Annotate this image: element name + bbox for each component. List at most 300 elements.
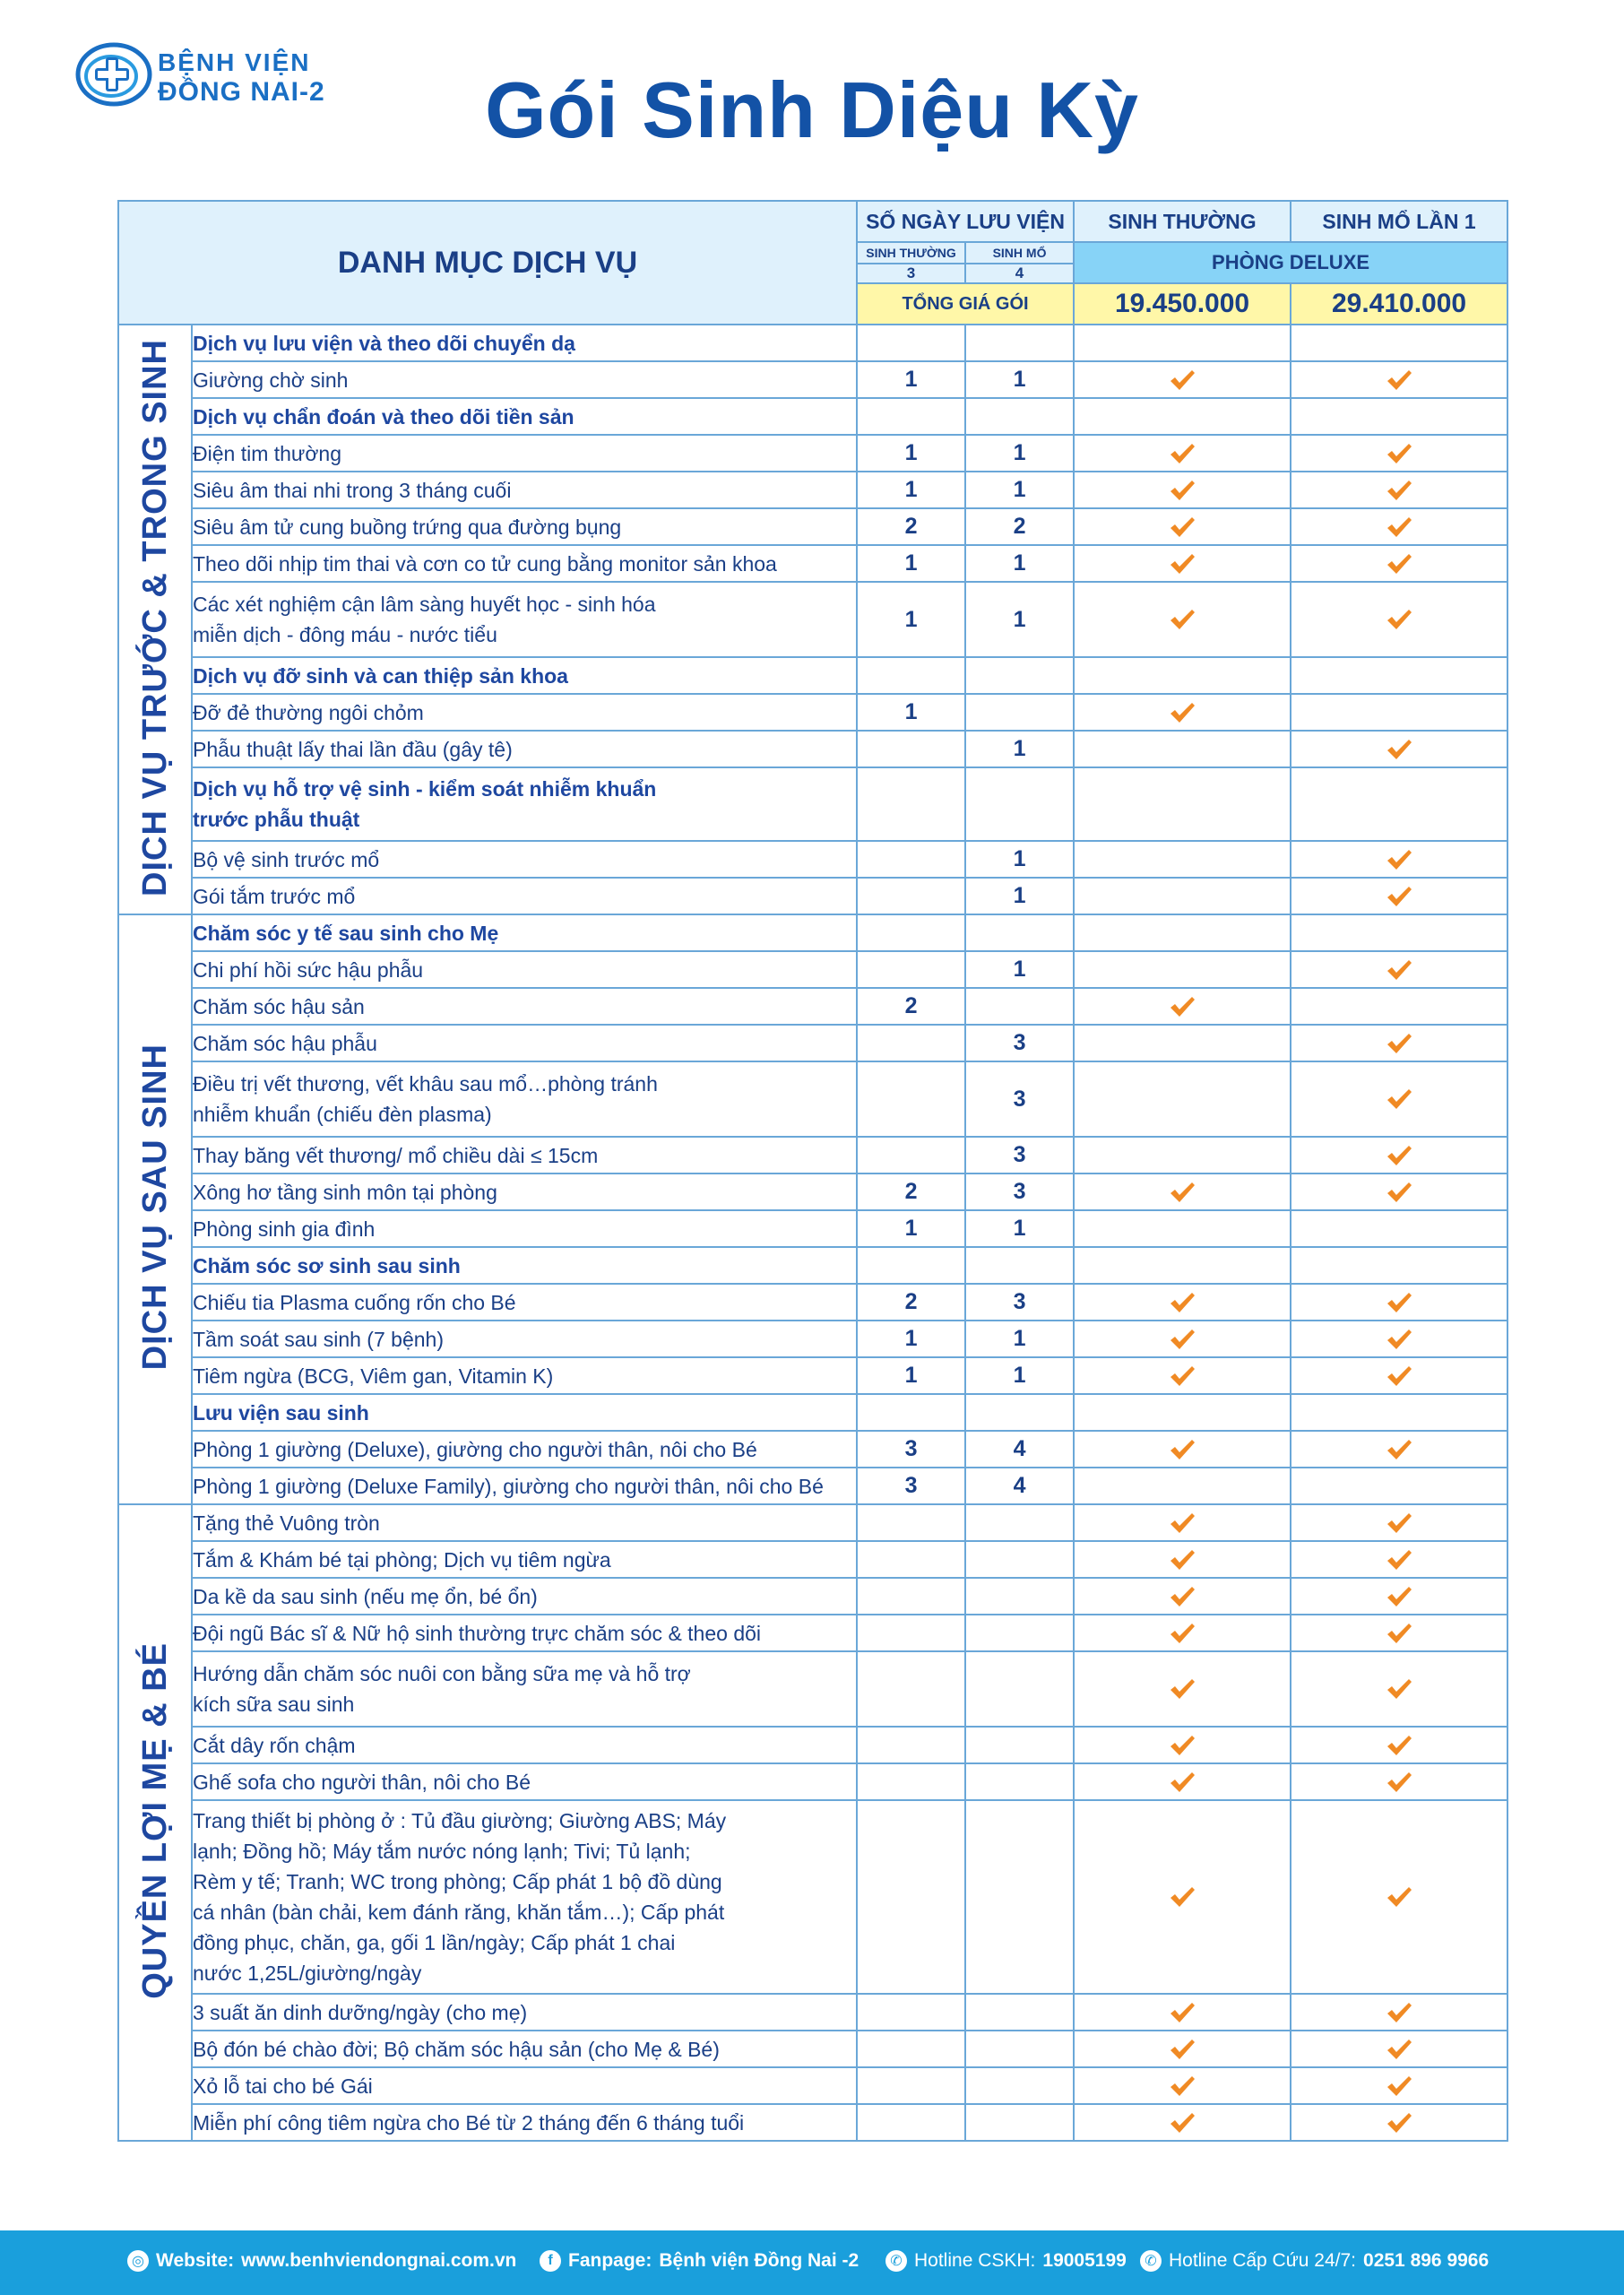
days-csection-cell: 1 [965,545,1074,582]
check-icon [1386,2074,1412,2098]
check-icon [1386,1734,1412,1757]
days-normal-cell [857,951,965,988]
csection-cell [1291,1247,1507,1284]
table-row [118,1025,1507,1061]
days-csection-cell [965,988,1074,1025]
footer [0,2230,1624,2295]
days-csection-value: 4 [965,264,1074,283]
csection-cell [1291,1800,1507,1994]
days-normal-cell [857,1061,965,1137]
days-normal-cell [857,1025,965,1061]
csection-cell [1291,1578,1507,1615]
days-normal-cell [857,1763,965,1800]
service-item: Tiêm ngừa (BCG, Viêm gan, Vitamin K) [192,1357,857,1394]
table-row [118,1651,1507,1727]
normal-birth-cell [1074,1504,1291,1541]
table-row [118,988,1507,1025]
service-item: Đỡ đẻ thường ngôi chỏm [192,694,857,731]
check-icon [1386,1585,1412,1608]
days-csection-cell: 1 [965,472,1074,508]
normal-birth-cell [1074,582,1291,657]
check-icon [1169,1677,1196,1701]
days-normal-cell [857,2067,965,2104]
days-csection-cell [965,398,1074,435]
check-icon [1169,2074,1196,2098]
csection-cell [1291,767,1507,841]
days-normal-cell [857,1727,965,1763]
check-icon [1169,1771,1196,1794]
category-cell [118,1504,192,2141]
hotline-label: Hotline CSKH: [914,2250,1036,2271]
header-row-1 [118,201,1507,242]
check-icon [1386,368,1412,392]
days-normal-cell [857,657,965,694]
globe-icon: ◎ [127,2250,149,2272]
normal-birth-cell [1074,508,1291,545]
table-row [118,582,1507,657]
days-normal-cell: 1 [857,1210,965,1247]
days-normal-cell [857,1578,965,1615]
service-item: Giường chờ sinh [192,361,857,398]
section-title: Chăm sóc sơ sinh sau sinh [192,1247,857,1284]
csection-cell [1291,1284,1507,1321]
days-normal-cell: 1 [857,545,965,582]
days-csection-cell: 2 [965,508,1074,545]
normal-birth-cell [1074,1541,1291,1578]
check-icon [1386,1087,1412,1111]
check-icon [1169,608,1196,631]
normal-birth-cell [1074,325,1291,361]
days-csection-cell: 1 [965,1210,1074,1247]
normal-birth-cell [1074,1025,1291,1061]
service-item: Miễn phí công tiêm ngừa cho Bé từ 2 tháng đến 6 tháng tuổi [192,2104,857,2141]
check-icon [1386,1438,1412,1461]
normal-birth-cell [1074,1615,1291,1651]
csection-cell [1291,1431,1507,1468]
days-normal-cell [857,914,965,951]
check-icon [1386,515,1412,539]
section-row [118,1394,1507,1431]
hotline-number[interactable]: 19005199 [1042,2250,1127,2271]
check-icon [1386,608,1412,631]
service-item: Bộ vệ sinh trước mổ [192,841,857,878]
csection-cell [1291,435,1507,472]
normal-birth-cell [1074,1061,1291,1137]
days-csection-cell: 1 [965,841,1074,878]
check-icon [1169,1364,1196,1388]
footer-fanpage[interactable] [540,2250,859,2272]
table-row [118,878,1507,914]
price-csection: 29.410.000 [1291,283,1507,325]
service-item: Phòng 1 giường (Deluxe), giường cho người thân, nôi cho Bé [192,1431,857,1468]
service-item: Ghế sofa cho người thân, nôi cho Bé [192,1763,857,1800]
service-item: Chăm sóc hậu sản [192,988,857,1025]
service-table [117,200,1508,2142]
service-item: Phòng sinh gia đình [192,1210,857,1247]
days-csection-cell: 3 [965,1137,1074,1173]
table-row [118,1994,1507,2031]
check-icon [1386,442,1412,465]
normal-birth-header: SINH THƯỜNG [1074,201,1291,242]
days-normal-cell [857,767,965,841]
days-normal-cell: 2 [857,988,965,1025]
table-row [118,1763,1507,1800]
days-csection-cell [965,2067,1074,2104]
footer-hotline[interactable] [885,2250,1127,2272]
days-normal-value: 3 [857,264,965,283]
normal-birth-cell [1074,694,1291,731]
service-item: Chăm sóc hậu phẫu [192,1025,857,1061]
check-icon [1386,1771,1412,1794]
table-row [118,1357,1507,1394]
check-icon [1386,1548,1412,1572]
csection-cell [1291,1763,1507,1800]
table-row [118,1321,1507,1357]
normal-birth-cell [1074,435,1291,472]
days-csection-cell [965,1541,1074,1578]
check-icon [1386,958,1412,982]
csection-cell [1291,1321,1507,1357]
service-item: Tầm soát sau sinh (7 bệnh) [192,1321,857,1357]
days-normal-sublabel: SINH THƯỜNG [857,242,965,264]
days-normal-cell [857,1541,965,1578]
days-csection-cell [965,1763,1074,1800]
normal-birth-cell [1074,1651,1291,1727]
service-item: Cắt dây rốn chậm [192,1727,857,1763]
check-icon [1386,552,1412,576]
csection-cell [1291,1173,1507,1210]
normal-birth-cell [1074,361,1291,398]
normal-birth-cell [1074,1394,1291,1431]
days-csection-cell: 3 [965,1284,1074,1321]
normal-birth-cell [1074,1137,1291,1173]
table-row [118,1727,1507,1763]
days-normal-cell [857,2104,965,2141]
csection-cell [1291,1394,1507,1431]
csection-cell [1291,2067,1507,2104]
section-row [118,1247,1507,1284]
days-normal-cell: 2 [857,1284,965,1321]
csection-cell [1291,914,1507,951]
csection-cell [1291,361,1507,398]
check-icon [1169,1291,1196,1314]
days-normal-cell: 2 [857,508,965,545]
days-csection-cell: 3 [965,1173,1074,1210]
normal-birth-cell [1074,731,1291,767]
days-normal-cell [857,1615,965,1651]
days-csection-cell [965,694,1074,731]
csection-cell [1291,1468,1507,1504]
normal-birth-cell [1074,657,1291,694]
csection-cell [1291,1061,1507,1137]
service-table-body [118,201,1507,2141]
days-normal-cell [857,1994,965,2031]
price-normal: 19.450.000 [1074,283,1291,325]
check-icon [1169,2038,1196,2061]
service-item: Bộ đón bé chào đời; Bộ chăm sóc hậu sản (cho Mẹ & Bé) [192,2031,857,2067]
csection-cell [1291,1210,1507,1247]
days-normal-cell [857,1800,965,1994]
normal-birth-cell [1074,2031,1291,2067]
days-normal-cell [857,841,965,878]
service-item: Thay băng vết thương/ mổ chiều dài ≤ 15cm [192,1137,857,1173]
check-icon [1169,1734,1196,1757]
check-icon [1386,1677,1412,1701]
normal-birth-cell [1074,1763,1291,1800]
website-link[interactable]: www.benhviendongnai.com.vn [241,2250,517,2271]
check-icon [1386,885,1412,908]
service-item: Siêu âm thai nhi trong 3 tháng cuối [192,472,857,508]
service-item: Siêu âm tử cung buồng trứng qua đường bụng [192,508,857,545]
service-item: Chi phí hồi sức hậu phẫu [192,951,857,988]
room-type: PHÒNG DELUXE [1074,242,1507,283]
normal-birth-cell [1074,472,1291,508]
table-row [118,1137,1507,1173]
category-label: DỊCH VỤ TRƯỚC & TRONG SINH [135,338,174,896]
table-row [118,731,1507,767]
normal-birth-cell [1074,1173,1291,1210]
table-row [118,951,1507,988]
check-icon [1169,2001,1196,2024]
days-csection-cell [965,1651,1074,1727]
days-csection-cell: 1 [965,731,1074,767]
days-normal-cell: 3 [857,1431,965,1468]
section-row [118,325,1507,361]
category-label: DỊCH VỤ SAU SINH [135,1044,174,1371]
days-csection-cell [965,1727,1074,1763]
check-icon [1386,1885,1412,1909]
table-row [118,545,1507,582]
table-row [118,2067,1507,2104]
days-normal-cell [857,1504,965,1541]
service-item: Theo dõi nhịp tim thai và cơn co tử cung bằng monitor sản khoa [192,545,857,582]
csection-cell [1291,508,1507,545]
table-row [118,1615,1507,1651]
normal-birth-cell [1074,1210,1291,1247]
check-icon [1169,701,1196,724]
check-icon [1169,1885,1196,1909]
check-icon [1386,1328,1412,1351]
table-row [118,1504,1507,1541]
days-csection-cell [965,657,1074,694]
days-normal-cell: 1 [857,361,965,398]
fanpage-link[interactable]: Bệnh viện Đồng Nai -2 [659,2250,860,2271]
days-normal-cell [857,878,965,914]
days-csection-cell [965,325,1074,361]
days-normal-cell: 1 [857,694,965,731]
table-row [118,1431,1507,1468]
days-csection-cell [965,767,1074,841]
days-csection-cell [965,914,1074,951]
table-row [118,1541,1507,1578]
service-item: Chiếu tia Plasma cuống rốn cho Bé [192,1284,857,1321]
service-item: Xông hơ tầng sinh môn tại phòng [192,1173,857,1210]
csection-header: SINH MỔ LẦN 1 [1291,201,1507,242]
section-row [118,657,1507,694]
days-normal-cell: 3 [857,1468,965,1504]
table-row [118,361,1507,398]
days-csection-cell [965,1615,1074,1651]
check-icon [1169,1438,1196,1461]
logo-line2: ĐỒNG NAI-2 [158,77,325,107]
check-icon [1386,738,1412,761]
csection-cell [1291,657,1507,694]
table-row [118,1061,1507,1137]
section-title: Dịch vụ chẩn đoán và theo dõi tiền sản [192,398,857,435]
service-item: 3 suất ăn dinh dưỡng/ngày (cho mẹ) [192,1994,857,2031]
days-normal-cell [857,1651,965,1727]
service-item: Điện tim thường [192,435,857,472]
csection-cell [1291,1615,1507,1651]
days-normal-cell [857,1394,965,1431]
days-csection-cell [965,1578,1074,1615]
facebook-icon: f [540,2250,561,2272]
check-icon [1169,515,1196,539]
table-row [118,1578,1507,1615]
check-icon [1169,1181,1196,1204]
csection-cell [1291,398,1507,435]
check-icon [1169,1585,1196,1608]
normal-birth-cell [1074,1800,1291,1994]
normal-birth-cell [1074,1578,1291,1615]
days-normal-cell [857,731,965,767]
csection-cell [1291,1504,1507,1541]
normal-birth-cell [1074,767,1291,841]
table-row [118,2031,1507,2067]
total-label: TỔNG GIÁ GÓI [857,283,1074,325]
csection-cell [1291,951,1507,988]
page-title: Gói Sinh Diệu Kỳ [485,65,1139,154]
days-normal-cell: 1 [857,1321,965,1357]
days-normal-cell [857,325,965,361]
days-normal-cell: 1 [857,435,965,472]
table-row [118,1284,1507,1321]
days-csection-cell: 1 [965,951,1074,988]
table-row [118,1800,1507,1994]
table-row [118,2104,1507,2141]
csection-cell [1291,1025,1507,1061]
section-row [118,767,1507,841]
days-csection-cell [965,1800,1074,1994]
fanpage-label: Fanpage: [568,2250,652,2271]
footer-emergency[interactable] [1140,2250,1489,2272]
phone-icon: ✆ [885,2250,907,2272]
table-row [118,508,1507,545]
normal-birth-cell [1074,1994,1291,2031]
days-csection-cell: 4 [965,1431,1074,1468]
days-csection-cell [965,1394,1074,1431]
normal-birth-cell [1074,988,1291,1025]
days-csection-sublabel: SINH MỔ [965,242,1074,264]
emergency-phone-icon: ✆ [1140,2250,1162,2272]
normal-birth-cell [1074,2067,1291,2104]
normal-birth-cell [1074,1357,1291,1394]
table-row [118,841,1507,878]
emergency-label: Hotline Cấp Cứu 24/7: [1169,2250,1357,2271]
check-icon [1386,1291,1412,1314]
days-normal-cell [857,1247,965,1284]
service-item: Da kề da sau sinh (nếu mẹ ổn, bé ổn) [192,1578,857,1615]
days-csection-cell [965,2104,1074,2141]
check-icon [1386,479,1412,502]
days-normal-cell: 1 [857,472,965,508]
service-item: Phẫu thuật lấy thai lần đầu (gây tê) [192,731,857,767]
check-icon [1169,1511,1196,1535]
service-item: Điều trị vết thương, vết khâu sau mổ…phòng tránh nhiễm khuẩn (chiếu đèn plasma) [192,1061,857,1137]
check-icon [1386,2038,1412,2061]
check-icon [1386,1622,1412,1645]
csection-cell [1291,878,1507,914]
section-title: Chăm sóc y tế sau sinh cho Mẹ [192,914,857,951]
days-normal-cell [857,1137,965,1173]
check-icon [1169,2111,1196,2135]
days-normal-cell: 1 [857,582,965,657]
days-csection-cell: 4 [965,1468,1074,1504]
service-item: Phòng 1 giường (Deluxe Family), giường cho người thân, nôi cho Bé [192,1468,857,1504]
table-row [118,472,1507,508]
service-item: Tặng thẻ Vuông tròn [192,1504,857,1541]
normal-birth-cell [1074,914,1291,951]
table-row [118,1210,1507,1247]
check-icon [1386,2111,1412,2135]
days-normal-cell [857,2031,965,2067]
emergency-number[interactable]: 0251 896 9966 [1363,2250,1490,2271]
csection-cell [1291,841,1507,878]
check-icon [1169,995,1196,1018]
section-title: Dịch vụ hỗ trợ vệ sinh - kiểm soát nhiễm khuẩn trước phẫu thuật [192,767,857,841]
check-icon [1169,1328,1196,1351]
service-item: Xỏ lỗ tai cho bé Gái [192,2067,857,2104]
table-row [118,435,1507,472]
normal-birth-cell [1074,545,1291,582]
footer-website[interactable] [127,2250,516,2272]
section-title: Dịch vụ đỡ sinh và can thiệp sản khoa [192,657,857,694]
check-icon [1386,2001,1412,2024]
normal-birth-cell [1074,398,1291,435]
csection-cell [1291,582,1507,657]
website-label: Website: [156,2250,235,2271]
check-icon [1386,1144,1412,1167]
table-row [118,1468,1507,1504]
csection-cell [1291,545,1507,582]
days-csection-cell: 3 [965,1025,1074,1061]
csection-cell [1291,2104,1507,2141]
normal-birth-cell [1074,878,1291,914]
table-row [118,694,1507,731]
section-title: Lưu viện sau sinh [192,1394,857,1431]
normal-birth-cell [1074,2104,1291,2141]
days-header: SỐ NGÀY LƯU VIỆN [857,201,1074,242]
check-icon [1169,479,1196,502]
normal-birth-cell [1074,1284,1291,1321]
csection-cell [1291,1651,1507,1727]
csection-cell [1291,2031,1507,2067]
normal-birth-cell [1074,1247,1291,1284]
days-csection-cell [965,2031,1074,2067]
service-item: Các xét nghiệm cận lâm sàng huyết học - sinh hóa miễn dịch - đông máu - nước tiểu [192,582,857,657]
category-header: DANH MỤC DỊCH VỤ [118,201,857,325]
normal-birth-cell [1074,841,1291,878]
service-item: Hướng dẫn chăm sóc nuôi con bằng sữa mẹ và hỗ trợ kích sữa sau sinh [192,1651,857,1727]
service-item: Gói tắm trước mổ [192,878,857,914]
days-csection-cell [965,1994,1074,2031]
days-csection-cell: 1 [965,878,1074,914]
days-csection-cell: 1 [965,435,1074,472]
normal-birth-cell [1074,951,1291,988]
csection-cell [1291,694,1507,731]
check-icon [1169,1548,1196,1572]
days-csection-cell: 1 [965,1357,1074,1394]
